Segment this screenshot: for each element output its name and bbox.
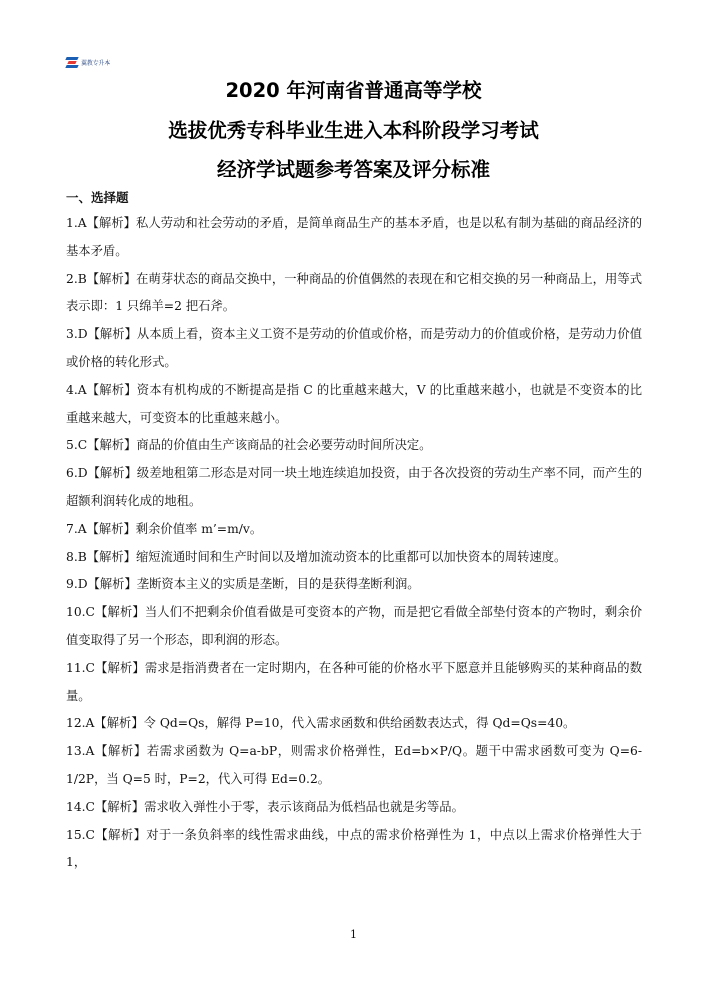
title-line-3: 经济学试题参考答案及评分标准 <box>216 158 490 181</box>
answer-item-15: 15.C【解析】对于一条负斜率的线性需求曲线，中点的需求价格弹性为 1，中点以上需求价格弹性大于 1， <box>66 827 642 870</box>
answer-item-8: 8.B【解析】缩短流通时间和生产时间以及增加流动资本的比重都可以加快资本的周转速度。 <box>66 549 567 564</box>
title-line-1: 2020 年河南省普通高等学校 <box>225 79 482 102</box>
answer-item-3: 3.D【解析】从本质上看，资本主义工资不是劳动的价值或价格，而是劳动力的价值或价格，是劳动力价值或价格的转化形式。 <box>66 327 642 369</box>
answer-item-10: 10.C【解析】当人们不把剩余价值看做是可变资本的产物，而是把它看做全部垫付资本的产物时，剩余价值变取得了另一个形态，即利润的形态。 <box>66 605 642 647</box>
title-line-2: 选拔优秀专科毕业生进入本科阶段学习考试 <box>168 119 539 142</box>
section-heading: 一、选择题 <box>66 190 129 205</box>
logo <box>66 56 110 68</box>
answer-item-6: 6.D【解析】级差地租第二形态是对同一块土地连续追加投资，由于各次投资的劳动生产率不同，而产生的超额利润转化成的地租。 <box>66 466 642 508</box>
answer-item-2: 2.B【解析】在萌芽状态的商品交换中，一种商品的价值偶然的表现在和它相交换的另一种商品上，用等式表示即：1 只绵羊=2 把石斧。 <box>66 271 642 314</box>
answer-item-13: 13.A【解析】若需求函数为 Q=a-bP，则需求价格弹性，Ed=b×P/Q。题干中需求函数可变为 Q=6-1/2P，当 Q=5 时，P=2，代入可得 Ed=0.2。 <box>66 744 642 786</box>
answer-list <box>66 210 642 877</box>
answer-item-5: 5.C【解析】商品的价值由生产该商品的社会必要劳动时间所决定。 <box>66 438 432 453</box>
answer-item-1: 1.A【解析】私人劳动和社会劳动的矛盾，是简单商品生产的基本矛盾，也是以私有制为基础的商品经济的基本矛盾。 <box>66 216 642 258</box>
answer-item-4: 4.A【解析】资本有机构成的不断提高是指 C 的比重越来越大，V 的比重越来越小，也就是不变资本的比重越来越大，可变资本的比重越来越小。 <box>66 382 642 425</box>
answer-item-14: 14.C【解析】需求收入弹性小于零，表示该商品为低档品也就是劣等品。 <box>66 799 464 814</box>
logo-icon <box>66 56 78 68</box>
logo-text: 翼教专升本 <box>81 59 111 67</box>
answer-item-9: 9.D【解析】垄断资本主义的实质是垄断，目的是获得垄断利润。 <box>66 577 420 592</box>
answer-item-7: 7.A【解析】剩余价值率 m’=m/v。 <box>66 521 263 536</box>
page-number: 1 <box>350 928 357 941</box>
answer-item-12: 12.A【解析】令 Qd=Qs，解得 P=10，代入需求函数和供给函数表达式，得 Qd=Qs=40。 <box>66 716 576 731</box>
answer-item-11: 11.C【解析】需求是指消费者在一定时期内，在各种可能的价格水平下愿意并且能够购买的某种商品的数量。 <box>66 660 642 703</box>
